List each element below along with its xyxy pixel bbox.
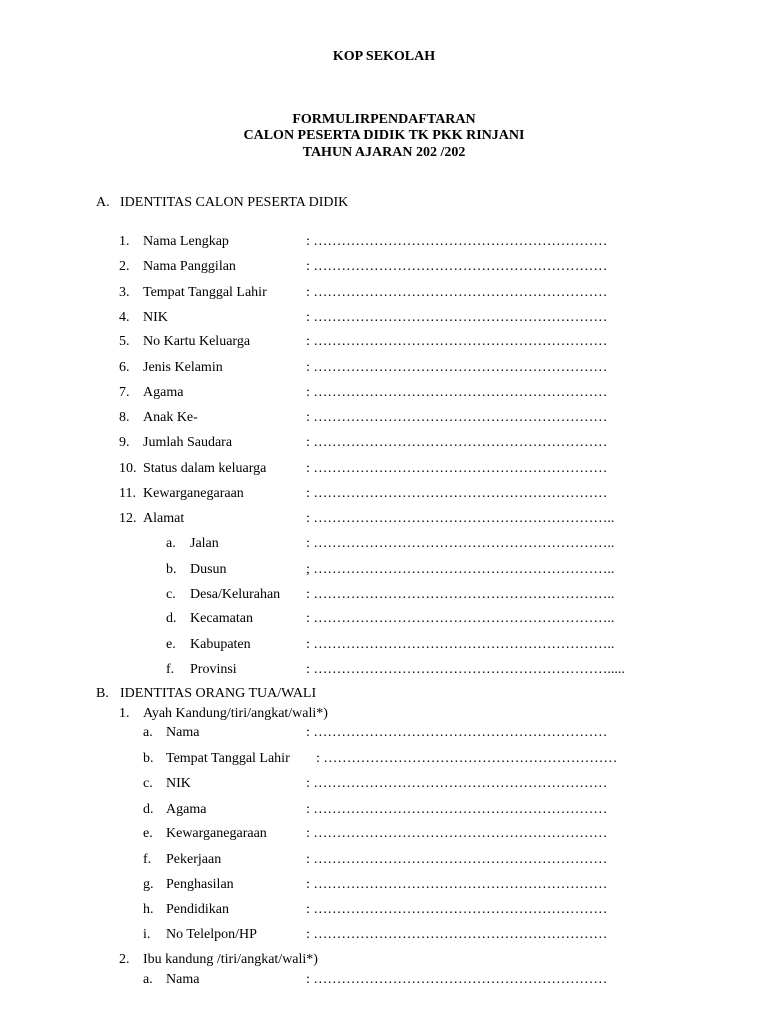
item-number: 11.	[119, 486, 136, 501]
field-blank-agama[interactable]: : ………………………………………………………	[306, 802, 608, 817]
field-blank-nama[interactable]: : ………………………………………………………	[306, 972, 608, 987]
field-label-desa-kelurahan: Desa/Kelurahan	[190, 587, 281, 602]
field-label-nik: NIK	[143, 310, 168, 325]
field-label-no-telepon: No Telelpon/HP	[166, 927, 257, 942]
field-blank-alamat[interactable]: : ………………………………………………………..	[306, 511, 615, 526]
field-blank-kewarganegaraan[interactable]: : ………………………………………………………	[306, 826, 608, 841]
field-blank-tempat-tanggal-lahir[interactable]: : ………………………………………………………	[306, 285, 608, 300]
section-a-marker: A.	[96, 195, 110, 210]
field-blank-nama[interactable]: : ………………………………………………………	[306, 725, 608, 740]
field-label-nama: Nama	[166, 972, 200, 987]
field-label-pendidikan: Pendidikan	[166, 902, 229, 917]
field-blank-nik[interactable]: : ………………………………………………………	[306, 310, 608, 325]
item-letter: h.	[143, 902, 154, 917]
item-letter: a.	[143, 725, 153, 740]
field-blank-kecamatan[interactable]: : ………………………………………………………..	[306, 611, 615, 626]
field-blank-dusun[interactable]: ; ………………………………………………………..	[306, 562, 615, 577]
field-blank-pekerjaan[interactable]: : ………………………………………………………	[306, 852, 608, 867]
item-letter: g.	[143, 877, 154, 892]
section-b-title: IDENTITAS ORANG TUA/WALI	[120, 686, 317, 701]
field-label-kabupaten: Kabupaten	[190, 637, 251, 652]
form-title-line2: CALON PESERTA DIDIK TK PKK RINJANI	[243, 128, 525, 143]
field-label-penghasilan: Penghasilan	[166, 877, 234, 892]
field-label-agama: Agama	[166, 802, 207, 817]
section-b-marker: B.	[96, 686, 109, 701]
mother-subsection-title: Ibu kandung /tiri/angkat/wali*)	[143, 952, 318, 967]
field-blank-jumlah-saudara[interactable]: : ………………………………………………………	[306, 435, 608, 450]
item-letter: b.	[166, 562, 177, 577]
section-a-title: IDENTITAS CALON PESERTA DIDIK	[120, 195, 349, 210]
field-blank-provinsi[interactable]: : ……………………………………………………….....	[306, 662, 625, 677]
field-blank-status-dalam-keluarga[interactable]: : ………………………………………………………	[306, 461, 608, 476]
item-letter: a.	[143, 972, 153, 987]
form-title-line3: TAHUN AJARAN 202 /202	[302, 145, 466, 160]
item-number: 1.	[119, 234, 130, 249]
field-blank-jalan[interactable]: : ………………………………………………………..	[306, 536, 615, 551]
field-label-dusun: Dusun	[190, 562, 227, 577]
kop-sekolah: KOP SEKOLAH	[332, 49, 436, 64]
item-letter: f.	[166, 662, 175, 677]
field-label-nama: Nama	[166, 725, 200, 740]
item-number: 6.	[119, 360, 130, 375]
field-label-agama: Agama	[143, 385, 184, 400]
item-letter: c.	[166, 587, 176, 602]
father-number: 1.	[119, 706, 130, 721]
item-letter: e.	[143, 826, 153, 841]
field-label-kecamatan: Kecamatan	[190, 611, 253, 626]
field-label-no-kartu-keluarga: No Kartu Keluarga	[143, 334, 251, 349]
field-blank-penghasilan[interactable]: : ………………………………………………………	[306, 877, 608, 892]
item-number: 12.	[119, 511, 137, 526]
field-label-nik: NIK	[166, 776, 191, 791]
field-label-tempat-tanggal-lahir: Tempat Tanggal Lahir	[143, 285, 267, 300]
item-letter: f.	[143, 852, 152, 867]
item-number: 10.	[119, 461, 137, 476]
field-label-jumlah-saudara: Jumlah Saudara	[143, 435, 233, 450]
field-label-nama-lengkap: Nama Lengkap	[143, 234, 229, 249]
field-label-pekerjaan: Pekerjaan	[166, 852, 222, 867]
field-blank-nama-panggilan[interactable]: : ………………………………………………………	[306, 259, 608, 274]
item-letter: e.	[166, 637, 176, 652]
field-blank-anak-ke[interactable]: : ………………………………………………………	[306, 410, 608, 425]
item-number: 7.	[119, 385, 130, 400]
field-blank-nama-lengkap[interactable]: : ………………………………………………………	[306, 234, 608, 249]
item-number: 8.	[119, 410, 130, 425]
field-label-nama-panggilan: Nama Panggilan	[143, 259, 236, 274]
field-blank-pendidikan[interactable]: : ………………………………………………………	[306, 902, 608, 917]
field-label-anak-ke: Anak Ke-	[143, 410, 198, 425]
item-letter: d.	[166, 611, 177, 626]
field-blank-no-kartu-keluarga[interactable]: : ………………………………………………………	[306, 334, 608, 349]
field-blank-no-telepon[interactable]: : ………………………………………………………	[306, 927, 608, 942]
item-number: 4.	[119, 310, 130, 325]
field-label-status-dalam-keluarga: Status dalam keluarga	[143, 461, 267, 476]
father-subsection-title: Ayah Kandung/tiri/angkat/wali*)	[143, 706, 328, 721]
item-letter: c.	[143, 776, 153, 791]
field-blank-jenis-kelamin[interactable]: : ………………………………………………………	[306, 360, 608, 375]
item-number: 3.	[119, 285, 130, 300]
item-number: 9.	[119, 435, 130, 450]
field-label-tempat-tanggal-lahir: Tempat Tanggal Lahir	[166, 751, 290, 766]
item-number: 2.	[119, 259, 130, 274]
mother-number: 2.	[119, 952, 130, 967]
item-letter: a.	[166, 536, 176, 551]
field-label-provinsi: Provinsi	[190, 662, 237, 677]
field-label-kewarganegaraan: Kewarganegaraan	[143, 486, 244, 501]
item-number: 5.	[119, 334, 130, 349]
item-letter: b.	[143, 751, 154, 766]
field-blank-desa-kelurahan[interactable]: : ………………………………………………………..	[306, 587, 615, 602]
field-label-jenis-kelamin: Jenis Kelamin	[143, 360, 223, 375]
form-title-line1: FORMULIRPENDAFTARAN	[292, 112, 476, 127]
field-blank-kabupaten[interactable]: : ………………………………………………………..	[306, 637, 615, 652]
field-blank-agama[interactable]: : ………………………………………………………	[306, 385, 608, 400]
item-letter: d.	[143, 802, 154, 817]
field-label-kewarganegaraan: Kewarganegaraan	[166, 826, 267, 841]
field-label-alamat: Alamat	[143, 511, 185, 526]
field-blank-tempat-tanggal-lahir[interactable]: : ………………………………………………………	[316, 751, 618, 766]
field-blank-kewarganegaraan[interactable]: : ………………………………………………………	[306, 486, 608, 501]
field-label-jalan: Jalan	[190, 536, 219, 551]
item-letter: i.	[143, 927, 151, 942]
field-blank-nik[interactable]: : ………………………………………………………	[306, 776, 608, 791]
